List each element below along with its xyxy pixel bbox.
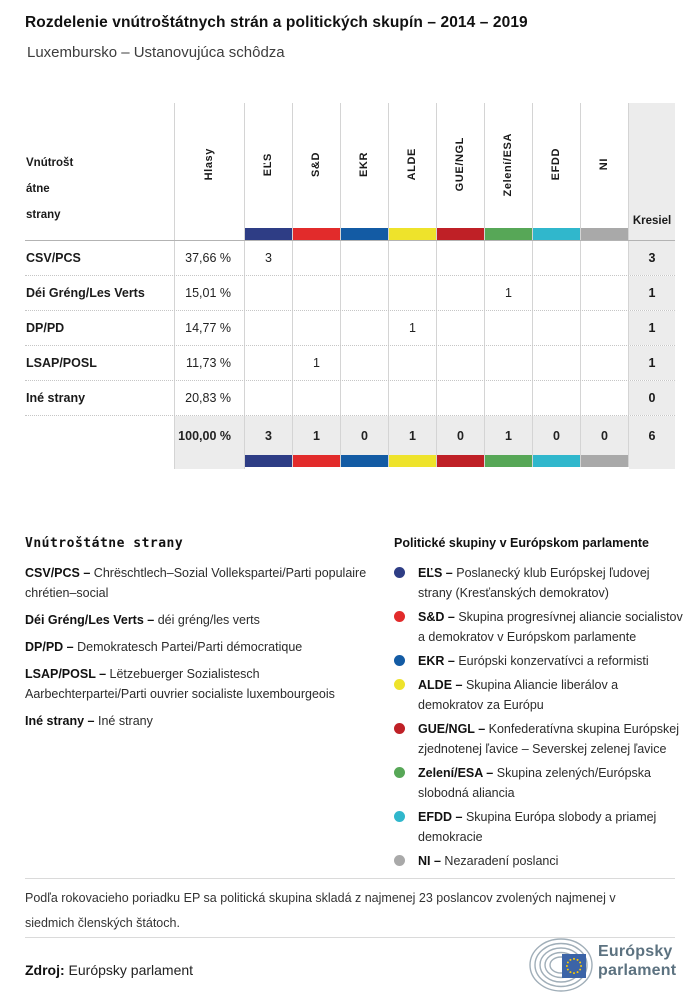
group-seat-cell	[437, 241, 485, 275]
group-seat-cell	[437, 346, 485, 380]
legend-item: EKR – Európski konzervatívci a reformisti	[394, 651, 686, 671]
group-color-bar	[341, 455, 389, 467]
legend-item: Déi Gréng/Les Verts – déi gréng/les verts	[25, 613, 260, 627]
table-row	[25, 310, 675, 345]
group-color-dot-icon	[394, 567, 405, 578]
group-seat-cell	[293, 276, 341, 310]
group-color-bar	[533, 455, 581, 467]
results-table	[25, 103, 675, 469]
group-seat-cell	[389, 381, 437, 415]
group-color-bar	[293, 228, 340, 240]
group-color-bar	[581, 455, 629, 467]
group-seat-cell	[485, 381, 533, 415]
group-color-bar	[293, 455, 341, 467]
table-row	[25, 240, 675, 275]
group-seat-cell	[533, 241, 581, 275]
political-groups-legend	[394, 536, 686, 875]
group-seat-cell	[341, 311, 389, 345]
group-color-bar	[245, 455, 293, 467]
party-name: CSV/PCS	[25, 241, 175, 275]
legend-item: NI – Nezaradení poslanci	[394, 851, 686, 871]
total-group-seat-cell: 0	[533, 416, 581, 455]
party-name: Iné strany	[25, 381, 175, 415]
col-header-seats: Kresiel	[629, 103, 675, 240]
national-parties-legend	[25, 536, 373, 738]
group-seat-cell	[581, 276, 629, 310]
group-color-bar	[485, 455, 533, 467]
votes-percent: 14,77 %	[175, 311, 245, 345]
group-seat-cell	[389, 346, 437, 380]
group-color-bar	[581, 228, 628, 240]
group-seat-cell	[581, 241, 629, 275]
group-seat-cell	[341, 276, 389, 310]
legend-item: Iné strany – Iné strany	[25, 714, 153, 728]
votes-percent: 20,83 %	[175, 381, 245, 415]
votes-percent: 37,66 %	[175, 241, 245, 275]
group-seat-cell	[485, 346, 533, 380]
legend-heading: Vnútroštátne strany	[25, 536, 184, 551]
total-seats-cell: 1	[629, 276, 675, 310]
group-color-dot-icon	[394, 655, 405, 666]
group-seat-cell: 1	[389, 311, 437, 345]
grand-total-seats: 6	[629, 416, 675, 455]
legend-heading: Politické skupiny v Európskom parlamente	[394, 536, 649, 550]
group-seat-cell	[293, 241, 341, 275]
col-header-votes: Hlasy	[175, 103, 245, 240]
table-row	[25, 345, 675, 380]
group-seat-cell	[245, 346, 293, 380]
col-header-group-sd: S&D	[293, 103, 341, 240]
group-color-bar	[437, 455, 485, 467]
eu-flag-icon	[562, 954, 586, 978]
group-seat-cell	[245, 276, 293, 310]
group-seat-cell	[581, 346, 629, 380]
table-header-row	[25, 103, 675, 240]
group-seat-cell	[533, 311, 581, 345]
party-name: DP/PD	[25, 311, 175, 345]
group-seat-cell	[245, 381, 293, 415]
group-seat-cell	[533, 381, 581, 415]
col-header-group-alde: ALDE	[389, 103, 437, 240]
group-seat-cell	[485, 241, 533, 275]
group-seat-cell: 1	[293, 346, 341, 380]
total-group-seat-cell: 1	[293, 416, 341, 455]
group-color-dot-icon	[394, 767, 405, 778]
total-seats-cell: 1	[629, 311, 675, 345]
total-seats-cell: 0	[629, 381, 675, 415]
legend-item: ALDE – Skupina Aliancie liberálov a demokratov za Európu	[394, 675, 686, 715]
group-color-dot-icon	[394, 855, 405, 866]
legend-item: DP/PD – Demokratesch Partei/Parti démocratique	[25, 640, 303, 654]
group-color-bar	[389, 228, 436, 240]
group-color-dot-icon	[394, 811, 405, 822]
page-title: Rozdelenie vnútroštátnych strán a politických skupín – 2014 – 2019	[25, 14, 528, 31]
table-total-row	[25, 415, 675, 455]
col-header-national-parties: Vnútrošt átne strany	[25, 103, 175, 240]
group-seat-cell	[533, 276, 581, 310]
group-seat-cell	[341, 241, 389, 275]
group-seat-cell	[437, 381, 485, 415]
party-name: Déi Gréng/Les Verts	[25, 276, 175, 310]
party-name: LSAP/POSL	[25, 346, 175, 380]
group-seat-cell	[389, 241, 437, 275]
legend-item: EĽS – Poslanecký klub Európskej ľudovej strany (Kresťanských demokratov)	[394, 563, 686, 603]
total-seats-cell: 3	[629, 241, 675, 275]
group-seat-cell	[485, 311, 533, 345]
group-seat-cell	[437, 276, 485, 310]
col-header-group-efdd: EFDD	[533, 103, 581, 240]
total-row-empty	[25, 416, 175, 455]
group-color-dot-icon	[394, 611, 405, 622]
total-group-seat-cell: 0	[341, 416, 389, 455]
total-votes-percent: 100,00 %	[175, 416, 245, 455]
group-seat-cell	[245, 311, 293, 345]
footnote: Podľa rokovacieho poriadku EP sa politická skupina skladá z najmenej 23 poslancov zvolených najmenej v siedmich členských štátoch.	[25, 891, 616, 930]
group-color-bar	[533, 228, 580, 240]
group-color-dot-icon	[394, 723, 405, 734]
col-header-group-guengl: GUE/NGL	[437, 103, 485, 240]
source-line	[25, 962, 193, 978]
source-value: Európsky parlament	[68, 962, 194, 978]
group-seat-cell	[581, 311, 629, 345]
group-color-bar	[245, 228, 292, 240]
table-row	[25, 380, 675, 415]
total-group-seat-cell: 1	[389, 416, 437, 455]
group-seat-cell	[533, 346, 581, 380]
total-group-seat-cell: 0	[437, 416, 485, 455]
divider	[25, 878, 675, 879]
legend-item: EFDD – Skupina Európa slobody a priamej demokracie	[394, 807, 686, 847]
group-color-bar	[485, 228, 532, 240]
col-header-group-ni: NI	[581, 103, 629, 240]
group-color-bar	[389, 455, 437, 467]
total-group-seat-cell: 0	[581, 416, 629, 455]
legend-item: CSV/PCS – Chrëschtlech–Sozial Vollekspartei/Parti populaire chrétien–social	[25, 566, 367, 600]
page-subtitle: Luxembursko – Ustanovujúca schôdza	[27, 44, 285, 61]
col-header-group-els: EĽS	[245, 103, 293, 240]
ep-logo	[528, 934, 700, 998]
total-group-seat-cell: 3	[245, 416, 293, 455]
group-seat-cell: 3	[245, 241, 293, 275]
legend-item: GUE/NGL – Konfederatívna skupina Európskej zjednotenej ľavice – Severskej zelenej ľavice	[394, 719, 686, 759]
col-header-group-ekr: EKR	[341, 103, 389, 240]
legend-item: Zelení/ESA – Skupina zelených/Európska slobodná aliancia	[394, 763, 686, 803]
total-seats-cell: 1	[629, 346, 675, 380]
group-seat-cell: 1	[485, 276, 533, 310]
col-header-group-zeleni: Zelení/ESA	[485, 103, 533, 240]
ep-logo-wordmark: Európsky parlament	[598, 943, 677, 979]
source-label: Zdroj:	[25, 962, 65, 978]
votes-percent: 11,73 %	[175, 346, 245, 380]
group-seat-cell	[389, 276, 437, 310]
group-color-dot-icon	[394, 679, 405, 690]
group-seat-cell	[581, 381, 629, 415]
group-color-bar	[437, 228, 484, 240]
legend-item: LSAP/POSL – Lëtzebuerger Sozialistesch Aarbechterpartei/Parti ouvrier socialiste luxembourgeois	[25, 667, 335, 701]
group-seat-cell	[293, 311, 341, 345]
group-color-bar	[341, 228, 388, 240]
legend-item: S&D – Skupina progresívnej aliancie socialistov a demokratov v Európskom parlamente	[394, 607, 686, 647]
total-group-seat-cell: 1	[485, 416, 533, 455]
group-seat-cell	[341, 346, 389, 380]
group-seat-cell	[341, 381, 389, 415]
group-seat-cell	[437, 311, 485, 345]
votes-percent: 15,01 %	[175, 276, 245, 310]
table-bottom-bar-row	[25, 455, 675, 469]
group-seat-cell	[293, 381, 341, 415]
table-row	[25, 275, 675, 310]
